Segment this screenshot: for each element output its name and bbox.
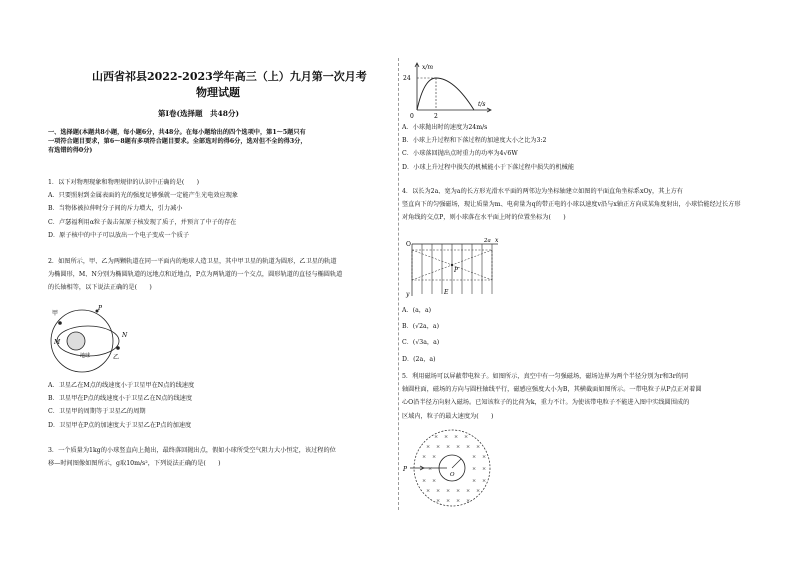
q3-option-c: C．小球落回抛出点时重力的功率为4√6W xyxy=(402,150,518,158)
svg-text:×: × xyxy=(466,498,471,504)
svg-text:×: × xyxy=(482,454,487,460)
q1-option-b: B．当物体被拉伸时分子间的斥力增大，引力减小 xyxy=(48,205,183,213)
svg-text:×: × xyxy=(464,434,469,440)
q2-option-c: C．卫星甲的周期等于卫星乙的周期 xyxy=(48,408,146,416)
q4-option-d: D．(2a，a) xyxy=(402,355,436,363)
q1-stem: 1．以下对物理现象和物理规律的认识中正确的是( ) xyxy=(48,179,200,186)
label-p: P xyxy=(403,466,408,473)
svg-text:×: × xyxy=(456,488,461,494)
x-axis-label: t/s xyxy=(478,101,486,108)
svg-text:×: × xyxy=(432,454,437,460)
x-value-label: 2 xyxy=(434,113,438,120)
y-axis-label: x/m xyxy=(422,64,434,71)
q1-option-a: A．只要照射到金属表面的光的强度足够强就一定能产生光电效应现象 xyxy=(48,192,239,200)
svg-text:×: × xyxy=(436,444,441,450)
label-2a: 2a xyxy=(484,238,491,244)
label-m: M xyxy=(54,339,61,346)
svg-text:×: × xyxy=(472,454,477,460)
q5-stem-line: 5．利用磁场可以屏蔽带电粒子。如图所示，真空中有一匀强磁场，磁场边界为两个半径分别为r和3r的同 xyxy=(402,373,689,380)
q4-option-a: A．(a，a) xyxy=(402,307,432,314)
label-n: N xyxy=(122,332,128,339)
svg-text:×: × xyxy=(434,434,439,440)
satellite-jia xyxy=(58,321,62,325)
svg-text:×: × xyxy=(472,466,477,472)
subject-title: 物理试题 xyxy=(196,86,240,99)
instructions xyxy=(48,128,307,156)
question-3 xyxy=(48,446,336,468)
exam-title: 山西省祁县2022-2023学年高三（上）九月第一次月考 xyxy=(92,70,367,83)
field-cross-marks xyxy=(422,434,486,504)
satellite-yi xyxy=(116,346,120,350)
question-5 xyxy=(402,372,702,421)
q4-option-b: B．(√2a，a) xyxy=(402,323,440,331)
svg-text:×: × xyxy=(432,478,437,484)
label-earth: 地球 xyxy=(80,353,91,359)
svg-text:×: × xyxy=(426,444,431,450)
question-2 xyxy=(48,257,342,293)
trajectory-curve xyxy=(417,78,474,110)
svg-text:×: × xyxy=(472,478,477,484)
q3-option-a: A．小球抛出时的速度为24m/s xyxy=(402,124,488,131)
elliptical-orbit xyxy=(57,326,119,356)
svg-text:×: × xyxy=(482,466,487,472)
svg-text:×: × xyxy=(436,488,441,494)
q5-stem-line: 区域内，粒子的最大速度为( ) xyxy=(402,412,494,420)
q4-stem-line: 4．以长为2a、宽为a的长方形光滑水平面的两邻边为坐标轴建立如图的平面直角坐标系xOy，其上方有 xyxy=(402,188,683,195)
svg-text:×: × xyxy=(422,454,427,460)
label-yi: 乙 xyxy=(113,354,120,361)
instructions-line: 一、选择题(本题共8小题，每小题6分，共48分。在每小题给出的四个选项中，第1～5题只有 xyxy=(48,129,306,136)
label-x: x xyxy=(495,237,499,244)
svg-text:×: × xyxy=(456,444,461,450)
svg-text:×: × xyxy=(426,488,431,494)
instructions-line: 一项符合题目要求，第6～8题有多项符合题目要求。全部选对的得6分，选对但不全的得3分， xyxy=(48,138,307,146)
svg-text:×: × xyxy=(456,498,461,504)
q2-stem-line: 的长轴相等，以下说法正确的是( ) xyxy=(48,284,152,292)
q1-option-c: C．卢瑟福利用α粒子轰击氮原子核发现了质子，并预言了中子的存在 xyxy=(48,218,237,226)
label-o: O xyxy=(450,472,455,478)
displacement-time-graph xyxy=(402,60,498,120)
svg-text:×: × xyxy=(428,466,433,472)
point-p xyxy=(451,264,453,266)
q5-stem-line: 轴圆柱面，磁场的方向与圆柱轴线平行，磁感应强度大小为B，其横截面如图所示。一带电粒子从P点正对着圆 xyxy=(402,386,702,394)
q4-option-c: C．(√3a，a) xyxy=(402,339,440,347)
label-o: O xyxy=(406,241,411,248)
q3-option-b: B．小球上升过程和下落过程的加速度大小之比为3:2 xyxy=(402,137,547,145)
label-y: y xyxy=(406,291,410,298)
q4-stem-line: 竖直向下的匀强磁场，现让质量为m、电荷量为q的带正电的小球以速度v沿与x轴正方向成某角度射出，小球恰能经过长方形 xyxy=(402,201,741,209)
q3-stem-line: 移—时间图像如图所示，g取10m/s²，下列说法正确的是( ) xyxy=(48,460,221,468)
svg-text:×: × xyxy=(446,444,451,450)
q3-option-d: D．小球上升过程中损失的机械能小于下落过程中损失的机械能 xyxy=(402,163,575,171)
field-rectangle-figure xyxy=(402,234,502,300)
q5-stem-line: 心O沿半径方向射入磁场。已知该粒子的比荷为k，重力不计。为使该带电粒子不能进入图中实线圆围成的 xyxy=(402,399,690,407)
label-jia: 甲 xyxy=(52,310,59,317)
svg-text:×: × xyxy=(444,434,449,440)
instructions-line: 有选错的得0分) xyxy=(48,147,93,155)
q3-options xyxy=(402,123,574,172)
label-p: P xyxy=(98,305,103,312)
earth-icon xyxy=(67,332,85,350)
q4-stem-line: 对角线的交点P，则小球落在水平面上时的位置坐标为( ) xyxy=(402,214,566,222)
label-e: E xyxy=(444,289,449,296)
svg-text:×: × xyxy=(446,498,451,504)
question-1 xyxy=(48,178,238,240)
svg-text:×: × xyxy=(476,444,481,450)
q2-option-a: A．卫星乙在M点的线速度小于卫星甲在N点的线速度 xyxy=(48,382,195,389)
q3-stem-line: 3．一个质量为1kg的小球竖直向上抛出，最终落回抛出点，假如小球所受空气阻力大小恒定，该过程的位 xyxy=(48,447,336,454)
svg-text:×: × xyxy=(436,498,441,504)
svg-text:×: × xyxy=(422,478,427,484)
svg-text:×: × xyxy=(454,434,459,440)
radius-line xyxy=(452,459,461,468)
svg-text:×: × xyxy=(466,488,471,494)
svg-text:×: × xyxy=(476,488,481,494)
origin-label: 0 xyxy=(410,113,414,120)
label-p: P xyxy=(454,267,459,274)
magnetic-field-figure xyxy=(400,426,510,510)
question-4 xyxy=(402,187,741,223)
q2-options xyxy=(48,381,194,430)
q2-stem-line: 2．如图所示，甲、乙为两颗轨道在同一平面内的地球人造卫星，其中甲卫星的轨道为圆形，乙卫星的轨道 xyxy=(48,258,337,265)
q2-option-d: D．卫星甲在P点的加速度大于卫星乙在P点的加速度 xyxy=(48,421,192,429)
section-title: 第Ⅰ卷(选择题 共48分) xyxy=(158,109,240,118)
y-value-label: 24 xyxy=(403,75,411,82)
q1-option-d: D．原子核中的中子可以放出一个电子变成一个质子 xyxy=(48,231,190,239)
q2-stem-line: 为椭圆形，M、N分别为椭圆轨道的远地点和近地点，P点为两轨道的一个交点，圆形轨道的直径与椭圆轨道 xyxy=(48,271,343,279)
svg-text:×: × xyxy=(466,444,471,450)
svg-text:×: × xyxy=(482,478,487,484)
svg-text:×: × xyxy=(446,488,451,494)
q4-options xyxy=(402,306,439,364)
orbit-figure xyxy=(50,303,140,378)
q2-option-b: B．卫星甲在P点的线速度小于卫星乙在N点的线速度 xyxy=(48,395,193,403)
